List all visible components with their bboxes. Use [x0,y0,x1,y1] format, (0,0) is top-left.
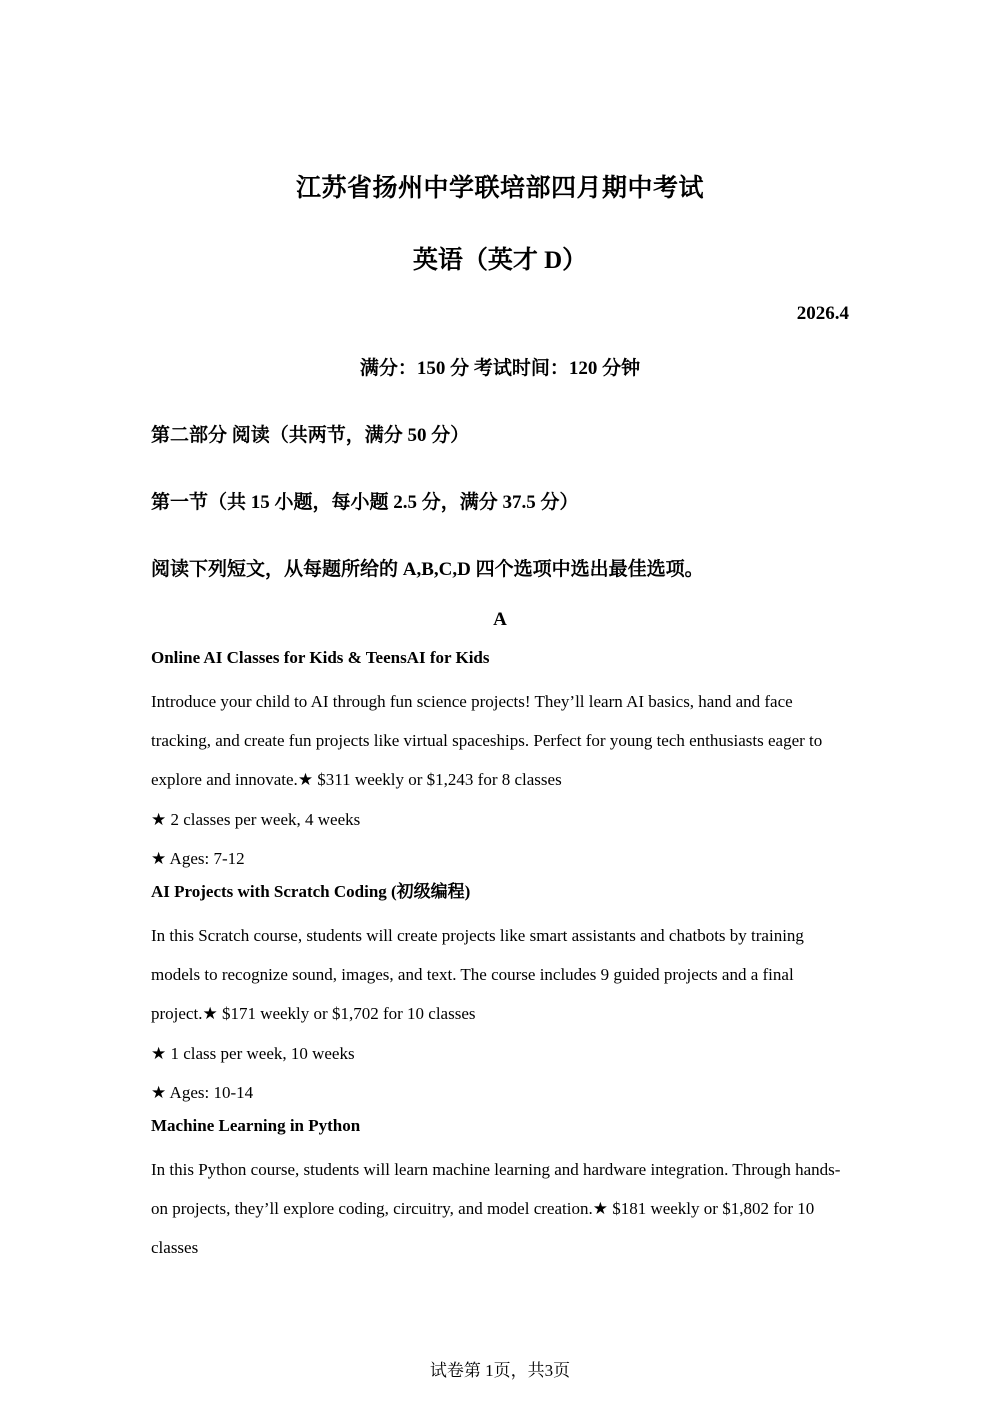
reading-instruction: 阅读下列短文，从每题所给的 A,B,C,D 四个选项中选出最佳选项。 [151,559,704,580]
passage-letter: A [493,609,507,630]
course-ages: ★ Ages: 7-12 [151,848,245,868]
course-price: ★ $311 weekly or $1,243 for 8 classes [297,770,562,790]
course-block [151,880,851,1112]
course-title: Machine Learning in Python [151,1116,361,1136]
course-title: Online AI Classes for Kids & TeensAI for Kids [151,648,490,667]
exam-info: 满分：150 分 考试时间：120 分钟 [359,358,641,379]
course-description [151,1150,851,1268]
course-description [151,682,851,800]
course-description-text: In this Python course, students will learn machine learning and hardware integration. Through hands-on projects, they’ll explore coding, circuitry, and model creation. [151,1160,841,1219]
exam-date: 2026.4 [796,303,849,324]
page-footer: 试卷第 1页，共3页 [429,1361,571,1380]
course-schedule: ★ 1 class per week, 10 weeks [151,1043,355,1063]
part-heading: 第二部分 阅读（共两节，满分 50 分） [151,425,470,446]
course-block [151,646,851,878]
course-description [151,916,851,1034]
course-description-text: In this Scratch course, students will create projects like smart assistants and chatbots by training models to recognize sound, images, and text. The course includes 9 guided projects and a final project. [151,926,804,1024]
exam-subtitle: 英语（英才 D） [412,247,588,274]
course-description-text: Introduce your child to AI through fun science projects! They’ll learn AI basics, hand and face tracking, and create fun projects like virtual spaceships. Perfect for young tech enthusiasts eager to explore and innovate. [151,692,823,790]
course-ages: ★ Ages: 10-14 [151,1082,254,1102]
course-price: ★ $171 weekly or $1,702 for 10 classes [202,1004,476,1024]
passage-content [151,646,851,1268]
course-schedule: ★ 2 classes per week, 4 weeks [151,809,361,829]
section-heading: 第一节（共 15 小题，每小题 2.5 分，满分 37.5 分） [151,492,579,513]
course-title: AI Projects with Scratch Coding (初级编程) [151,882,471,902]
exam-title: 江苏省扬州中学联培部四月期中考试 [295,175,704,202]
course-block [151,1114,851,1268]
course-price: ★ $181 weekly or $1,802 for 10 classes [151,1199,815,1258]
